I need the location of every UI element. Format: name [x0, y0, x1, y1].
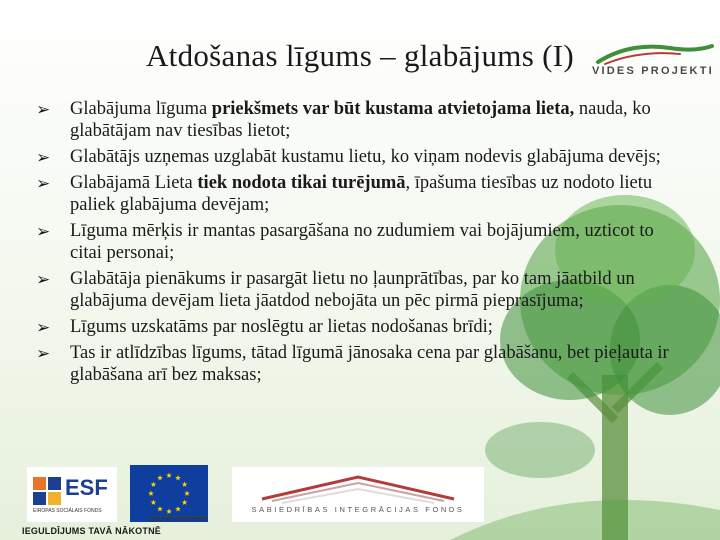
arrow-bullet-icon: ➢: [36, 270, 51, 290]
arrow-bullet-icon: ➢: [36, 344, 51, 364]
arrow-bullet-icon: ➢: [36, 318, 51, 338]
footer-logos: [0, 460, 720, 540]
bullet-item: [36, 146, 681, 168]
arrow-bullet-icon: ➢: [36, 174, 51, 194]
esf-mark-icon: [33, 477, 63, 507]
bullet-item: [36, 268, 681, 312]
sif-text: SABIEDRĪBAS INTEGRĀCIJAS FONDS: [251, 505, 465, 514]
bullet-list: [36, 98, 681, 390]
esf-logo: [27, 467, 117, 522]
bullet-item: [36, 220, 681, 264]
bullet-item: [36, 316, 681, 338]
tagline: IEGULDĪJUMS TAVĀ NĀKOTNĒ: [22, 526, 161, 536]
bullet-text: nauda, ko glabātājam nav tiesības lietot;: [70, 99, 651, 141]
bullet-item: [36, 98, 681, 142]
bullet-text-bold: priekšmets var būt kustama atvietojama lieta,: [211, 99, 575, 119]
bullet-text: Tas ir atlīdzības līgums, tātad līgumā jānosaka cena par glabāšanu, bet pieļauta ir glabāšana arī bez maksas;: [70, 343, 669, 385]
slide-title: Atdošanas līgums – glabājums (I): [145, 38, 575, 73]
eu-caption: EIROPAS SAVIENĪBA: [148, 517, 208, 523]
bullet-item: [36, 172, 681, 216]
bullet-text: Līguma mērķis ir mantas pasargāšana no zudumiem vai bojājumiem, uzticot to citai personai;: [70, 221, 654, 263]
sif-stripes-icon: [232, 469, 484, 505]
arrow-bullet-icon: ➢: [36, 148, 51, 168]
arrow-bullet-icon: ➢: [36, 222, 51, 242]
bullet-item: [36, 342, 681, 386]
bullet-text: Glabājuma līguma: [70, 99, 212, 119]
bullet-text: , īpašuma tiesības uz nodoto lietu paliek glabājuma devējam;: [70, 173, 653, 215]
arrow-bullet-icon: ➢: [36, 100, 51, 120]
bullet-text-bold: tiek nodota tikai turējumā: [197, 173, 406, 193]
eu-flag-icon: [130, 465, 208, 522]
logo-text: VIDES PROJEKTI: [592, 65, 714, 77]
bullet-text: Glabātājs uzņemas uzglabāt kustamu lietu, ko viņam nodevis glabājuma devējs;: [70, 147, 661, 167]
bullet-text: Glabājamā Lieta: [70, 173, 198, 193]
bullet-text: Glabātāja pienākums ir pasargāt lietu no ļaunprātības, par ko tam jāatbild un glabājuma devējam lieta jāatdod nebojāta un pēc pirmā pieprasījuma;: [70, 269, 635, 311]
esf-subtext: EIROPAS SOCIĀLAIS FONDS: [33, 508, 102, 514]
esf-label: ESF: [65, 475, 108, 500]
sif-logo: [232, 467, 484, 522]
bullet-text: Līgums uzskatāms par noslēgtu ar lietas nodošanas brīdi;: [70, 317, 493, 337]
